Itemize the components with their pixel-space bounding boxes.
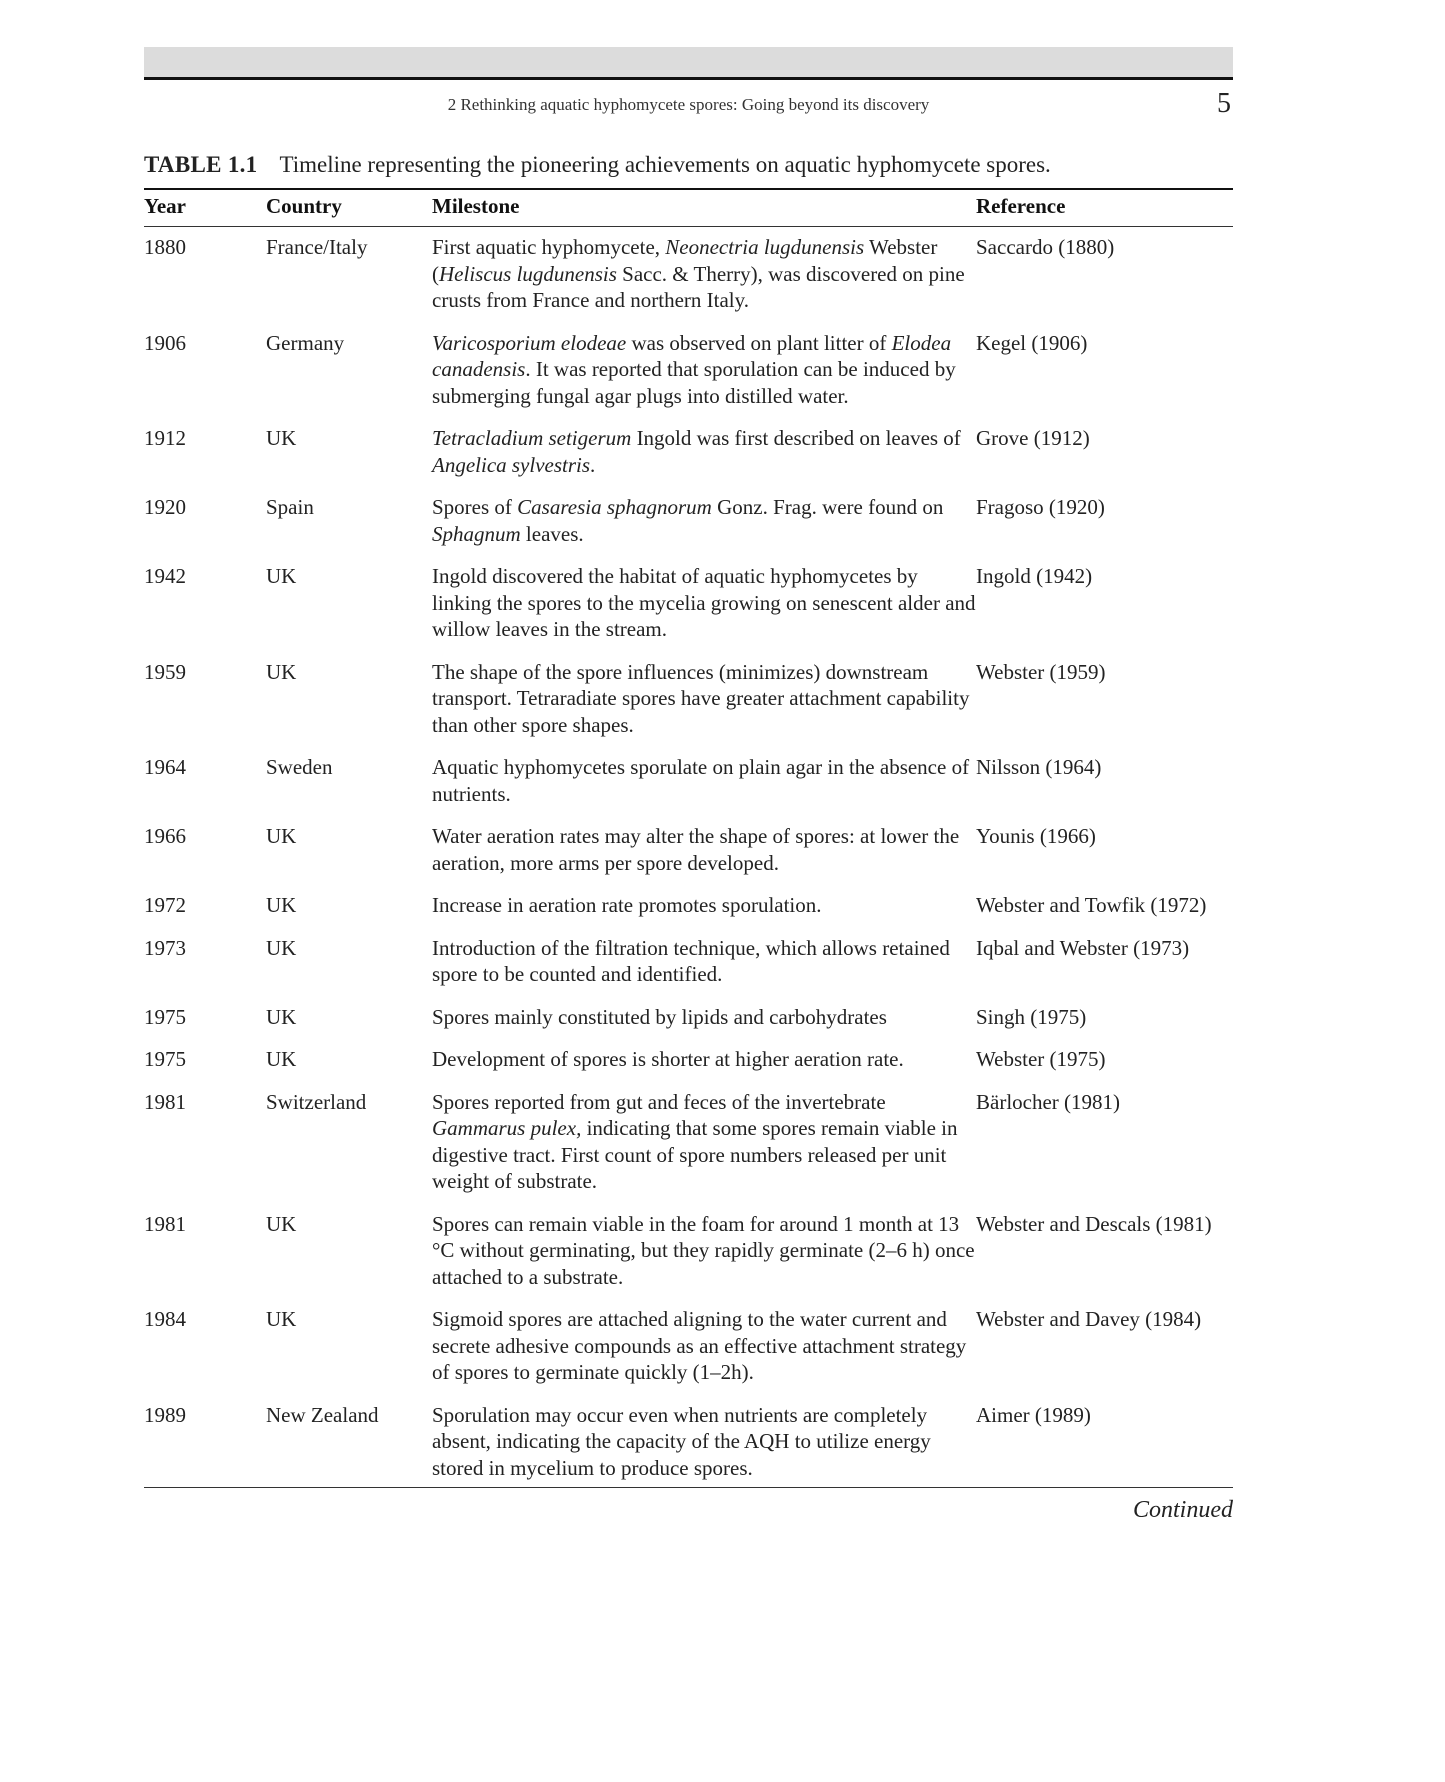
table-row — [144, 227, 1233, 330]
milestone-cell — [432, 935, 976, 1004]
milestone-text: First aquatic hyphomycete, — [432, 235, 666, 259]
species-name: Sphagnum — [432, 521, 521, 546]
milestone-text: Sacc. & Therry), was discovered on pine crusts from France and northern Italy. — [432, 261, 965, 312]
milestone-cell — [432, 425, 976, 494]
milestone-text: Sporulation may occur even when nutrients are completely absent, indicating the capacity of the AQH to utilize energy stored in mycelium to produce spores. — [432, 1402, 931, 1480]
year-cell: 1989 — [144, 1402, 186, 1427]
column-header-year: Year — [144, 189, 266, 227]
column-header-milestone: Milestone — [432, 189, 976, 227]
species-name: Angelica sylvestris — [432, 452, 591, 477]
table-row — [144, 659, 1233, 755]
milestone-text: Gonz. Frag. were found on — [711, 495, 944, 519]
table-row — [144, 935, 1233, 1004]
year-cell: 1942 — [144, 564, 186, 588]
milestone-cell — [432, 892, 976, 935]
table-row — [144, 754, 1233, 823]
reference-link[interactable]: Webster (1959) — [976, 659, 1106, 684]
milestone-cell — [432, 1211, 976, 1307]
year-cell: 1975 — [144, 1047, 186, 1071]
country-cell: Switzerland — [266, 1089, 367, 1114]
reference-link[interactable]: Webster and Davey (1984) — [976, 1307, 1202, 1331]
milestone-cell — [432, 1089, 976, 1211]
milestone-cell — [432, 227, 976, 330]
reference-link[interactable]: Webster and Towfik (1972) — [976, 893, 1207, 917]
milestone-cell — [432, 494, 976, 563]
table-header-row — [144, 189, 1233, 227]
table-row — [144, 1004, 1233, 1047]
milestone-text: Increase in aeration rate promotes sporulation. — [432, 893, 822, 917]
country-cell: UK — [266, 935, 297, 960]
reference-link[interactable]: Iqbal and Webster (1973) — [976, 935, 1190, 960]
milestone-cell — [432, 1306, 976, 1402]
table-row — [144, 1402, 1233, 1488]
milestone-cell — [432, 563, 976, 659]
milestone-text: leaves. — [520, 521, 584, 546]
milestone-text: . — [590, 452, 596, 477]
milestone-text: indicating that some spores remain viable in digestive tract. First count of spore numbers released per unit weight of substrate. — [432, 1116, 958, 1193]
header-bar — [144, 47, 1233, 80]
country-cell: France/Italy — [266, 235, 368, 259]
year-cell: 1981 — [144, 1211, 186, 1236]
milestone-text: was observed on plant litter of — [626, 330, 892, 355]
year-cell: 1981 — [144, 1089, 186, 1114]
table-row — [144, 1306, 1233, 1402]
year-cell: 1912 — [144, 426, 186, 450]
species-name: Gammarus pulex, — [432, 1116, 582, 1140]
table-caption — [144, 150, 1233, 180]
reference-link[interactable]: Webster and Descals (1981) — [976, 1211, 1212, 1236]
country-cell: UK — [266, 564, 297, 588]
country-cell: UK — [266, 1004, 297, 1029]
species-name: Heliscus lugdunensis — [439, 261, 617, 286]
year-cell: 1959 — [144, 659, 186, 684]
milestone-text: Ingold discovered the habitat of aquatic hyphomycetes by linking the spores to the mycelia growing on senescent alder and willow leaves in the stream. — [432, 564, 976, 641]
species-name: Casaresia sphagnorum — [517, 495, 712, 519]
table-row — [144, 1211, 1233, 1307]
milestone-text: Webster ( — [432, 235, 938, 286]
reference-link[interactable]: Nilsson (1964) — [976, 755, 1102, 779]
country-cell: Sweden — [266, 755, 333, 779]
table-body — [144, 227, 1233, 1488]
year-cell: 1984 — [144, 1307, 186, 1331]
continued-note: Continued — [1133, 1497, 1233, 1523]
species-name: Elodea canadensis — [432, 330, 952, 381]
species-name: Tetracladium setigerum — [432, 426, 632, 450]
milestone-cell — [432, 754, 976, 823]
country-cell: UK — [266, 659, 297, 684]
milestone-text: Introduction of the filtration technique, which allows retained spore to be counted and identified. — [432, 935, 950, 986]
milestone-cell — [432, 659, 976, 755]
year-cell: 1975 — [144, 1004, 186, 1029]
country-cell: UK — [266, 426, 297, 450]
year-cell: 1920 — [144, 495, 186, 519]
milestone-cell — [432, 1046, 976, 1089]
year-cell: 1972 — [144, 893, 186, 917]
species-name: Neonectria lugdunensis — [665, 235, 865, 259]
reference-link[interactable]: Fragoso (1920) — [976, 495, 1105, 519]
table-row — [144, 823, 1233, 892]
country-cell: Spain — [266, 495, 314, 519]
country-cell: Germany — [266, 330, 345, 355]
reference-link[interactable]: Younis (1966) — [976, 824, 1096, 848]
running-head — [144, 80, 1233, 136]
reference-link[interactable]: Ingold (1942) — [976, 564, 1093, 588]
table-row — [144, 892, 1233, 935]
milestone-text: Spores of — [432, 495, 518, 519]
reference-link[interactable]: Singh (1975) — [976, 1004, 1087, 1029]
table-row — [144, 494, 1233, 563]
reference-link[interactable]: Bärlocher (1981) — [976, 1089, 1121, 1114]
milestone-cell — [432, 823, 976, 892]
year-cell: 1964 — [144, 755, 186, 779]
species-name: Varicosporium elodeae — [432, 330, 627, 355]
country-cell: New Zealand — [266, 1402, 379, 1427]
table-caption-text: Timeline representing the pioneering achievements on aquatic hyphomycete spores. — [279, 152, 1051, 177]
reference-link[interactable]: Kegel (1906) — [976, 330, 1088, 355]
year-cell: 1966 — [144, 824, 186, 848]
timeline-table — [144, 188, 1233, 1488]
table-row — [144, 330, 1233, 426]
column-header-country: Country — [266, 189, 432, 227]
country-cell: UK — [266, 824, 297, 848]
year-cell: 1880 — [144, 235, 186, 259]
year-cell: 1973 — [144, 935, 186, 960]
milestone-text: Spores mainly constituted by lipids and carbohydrates — [432, 1004, 887, 1029]
milestone-text: Water aeration rates may alter the shape of spores: at lower the aeration, more arms per spore developed. — [432, 824, 960, 875]
milestone-text: Development of spores is shorter at higher aeration rate. — [432, 1047, 904, 1071]
milestone-cell — [432, 1004, 976, 1047]
milestone-text: . It was reported that sporulation can be induced by submerging fungal agar plugs into distilled water. — [432, 357, 956, 408]
reference-link[interactable]: Aimer (1989) — [976, 1402, 1091, 1427]
table-row — [144, 1089, 1233, 1211]
country-cell: UK — [266, 1307, 297, 1331]
book-page — [144, 47, 1233, 1524]
milestone-text: Aquatic hyphomycetes sporulate on plain agar in the absence of nutrients. — [432, 755, 970, 806]
reference-link[interactable]: Grove (1912) — [976, 426, 1090, 450]
table-label: TABLE 1.1 — [144, 152, 258, 177]
milestone-text: Ingold was first described on leaves of — [631, 426, 961, 450]
table-row — [144, 563, 1233, 659]
milestone-text: The shape of the spore influences (minimizes) downstream transport. Tetraradiate spores have greater attachment capability than other spore shapes. — [432, 659, 970, 737]
country-cell: UK — [266, 1047, 297, 1071]
reference-link[interactable]: Saccardo (1880) — [976, 235, 1115, 259]
milestone-text: Sigmoid spores are attached aligning to the water current and secrete adhesive compounds as an effective attachment strategy of spores to germinate quickly (1–2h). — [432, 1307, 967, 1384]
page-number: 5 — [1217, 88, 1231, 119]
country-cell: UK — [266, 893, 297, 917]
milestone-cell — [432, 330, 976, 426]
milestone-text: Spores reported from gut and feces of the invertebrate — [432, 1089, 886, 1114]
reference-link[interactable]: Webster (1975) — [976, 1047, 1106, 1071]
table-row — [144, 425, 1233, 494]
table-row — [144, 1046, 1233, 1089]
country-cell: UK — [266, 1211, 297, 1236]
milestone-cell — [432, 1402, 976, 1488]
year-cell: 1906 — [144, 330, 186, 355]
column-header-reference: Reference — [976, 189, 1233, 227]
milestone-text: Spores can remain viable in the foam for around 1 month at 13 °C without germinating, but they rapidly germinate (2–6 h) once attached to a substrate. — [432, 1211, 975, 1289]
running-title: 2 Rethinking aquatic hyphomycete spores: Going beyond its discovery — [447, 95, 930, 114]
